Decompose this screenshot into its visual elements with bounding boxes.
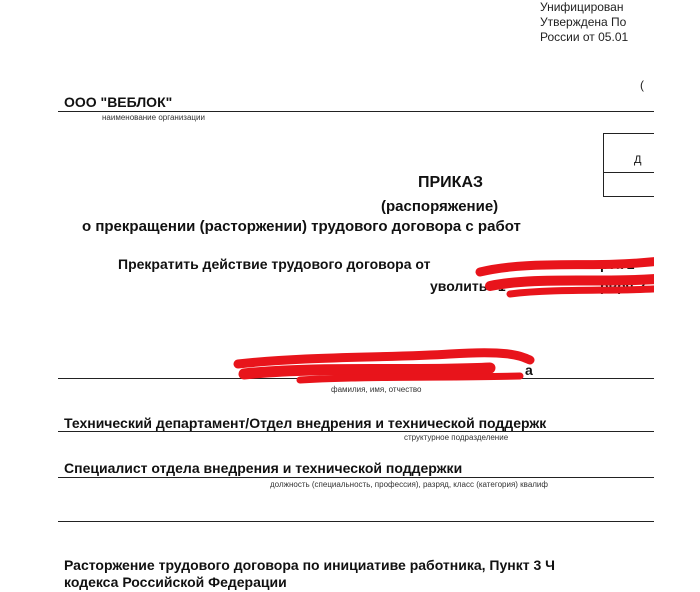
order-subtitle: (распоряжение) [381,198,499,215]
employee-name-tail: а [525,362,533,378]
page-right-margin [654,0,700,592]
small-marker: ( [640,78,644,92]
organization-caption: наименование организации [102,113,205,122]
department-value: Технический департамент/Отдел внедрения и технической поддержк [64,415,547,431]
blank-underline [58,521,658,522]
organization-underline [58,111,658,112]
terminate-contract-tail: рта 2 [600,256,635,272]
form-header-line-2: Утверждена По [540,15,627,29]
order-title: ПРИКАЗ [418,174,484,191]
department-underline [58,431,658,432]
form-header-line-3: России от 05.01 [540,30,629,44]
order-subject: о прекращении (расторжении) трудового договора с работ [82,218,521,235]
department-caption: структурное подразделение [404,433,509,442]
dismiss-tail: рвря 2 [600,278,646,294]
dismiss-line: уволить "1 [430,278,506,294]
position-underline [58,477,658,478]
employee-caption: фамилия, имя, отчество [331,385,422,394]
reason-line-2: кодекса Российской Федерации [64,574,287,590]
position-caption: должность (специальность, профессия), разряд, класс (категория) квалиф [270,480,548,489]
terminate-contract-line: Прекратить действие трудового договора от [118,256,431,272]
form-header-line-1: Унифицирован [540,0,624,14]
position-value: Специалист отдела внедрения и технической поддержки [64,460,463,476]
code-box-letter: Д [634,154,642,166]
redaction-mark-name [230,350,540,390]
reason-line-1: Расторжение трудового договора по инициативе работника, Пункт 3 Ч [64,557,555,573]
organization-name: ООО "ВЕБЛОК" [64,94,173,110]
